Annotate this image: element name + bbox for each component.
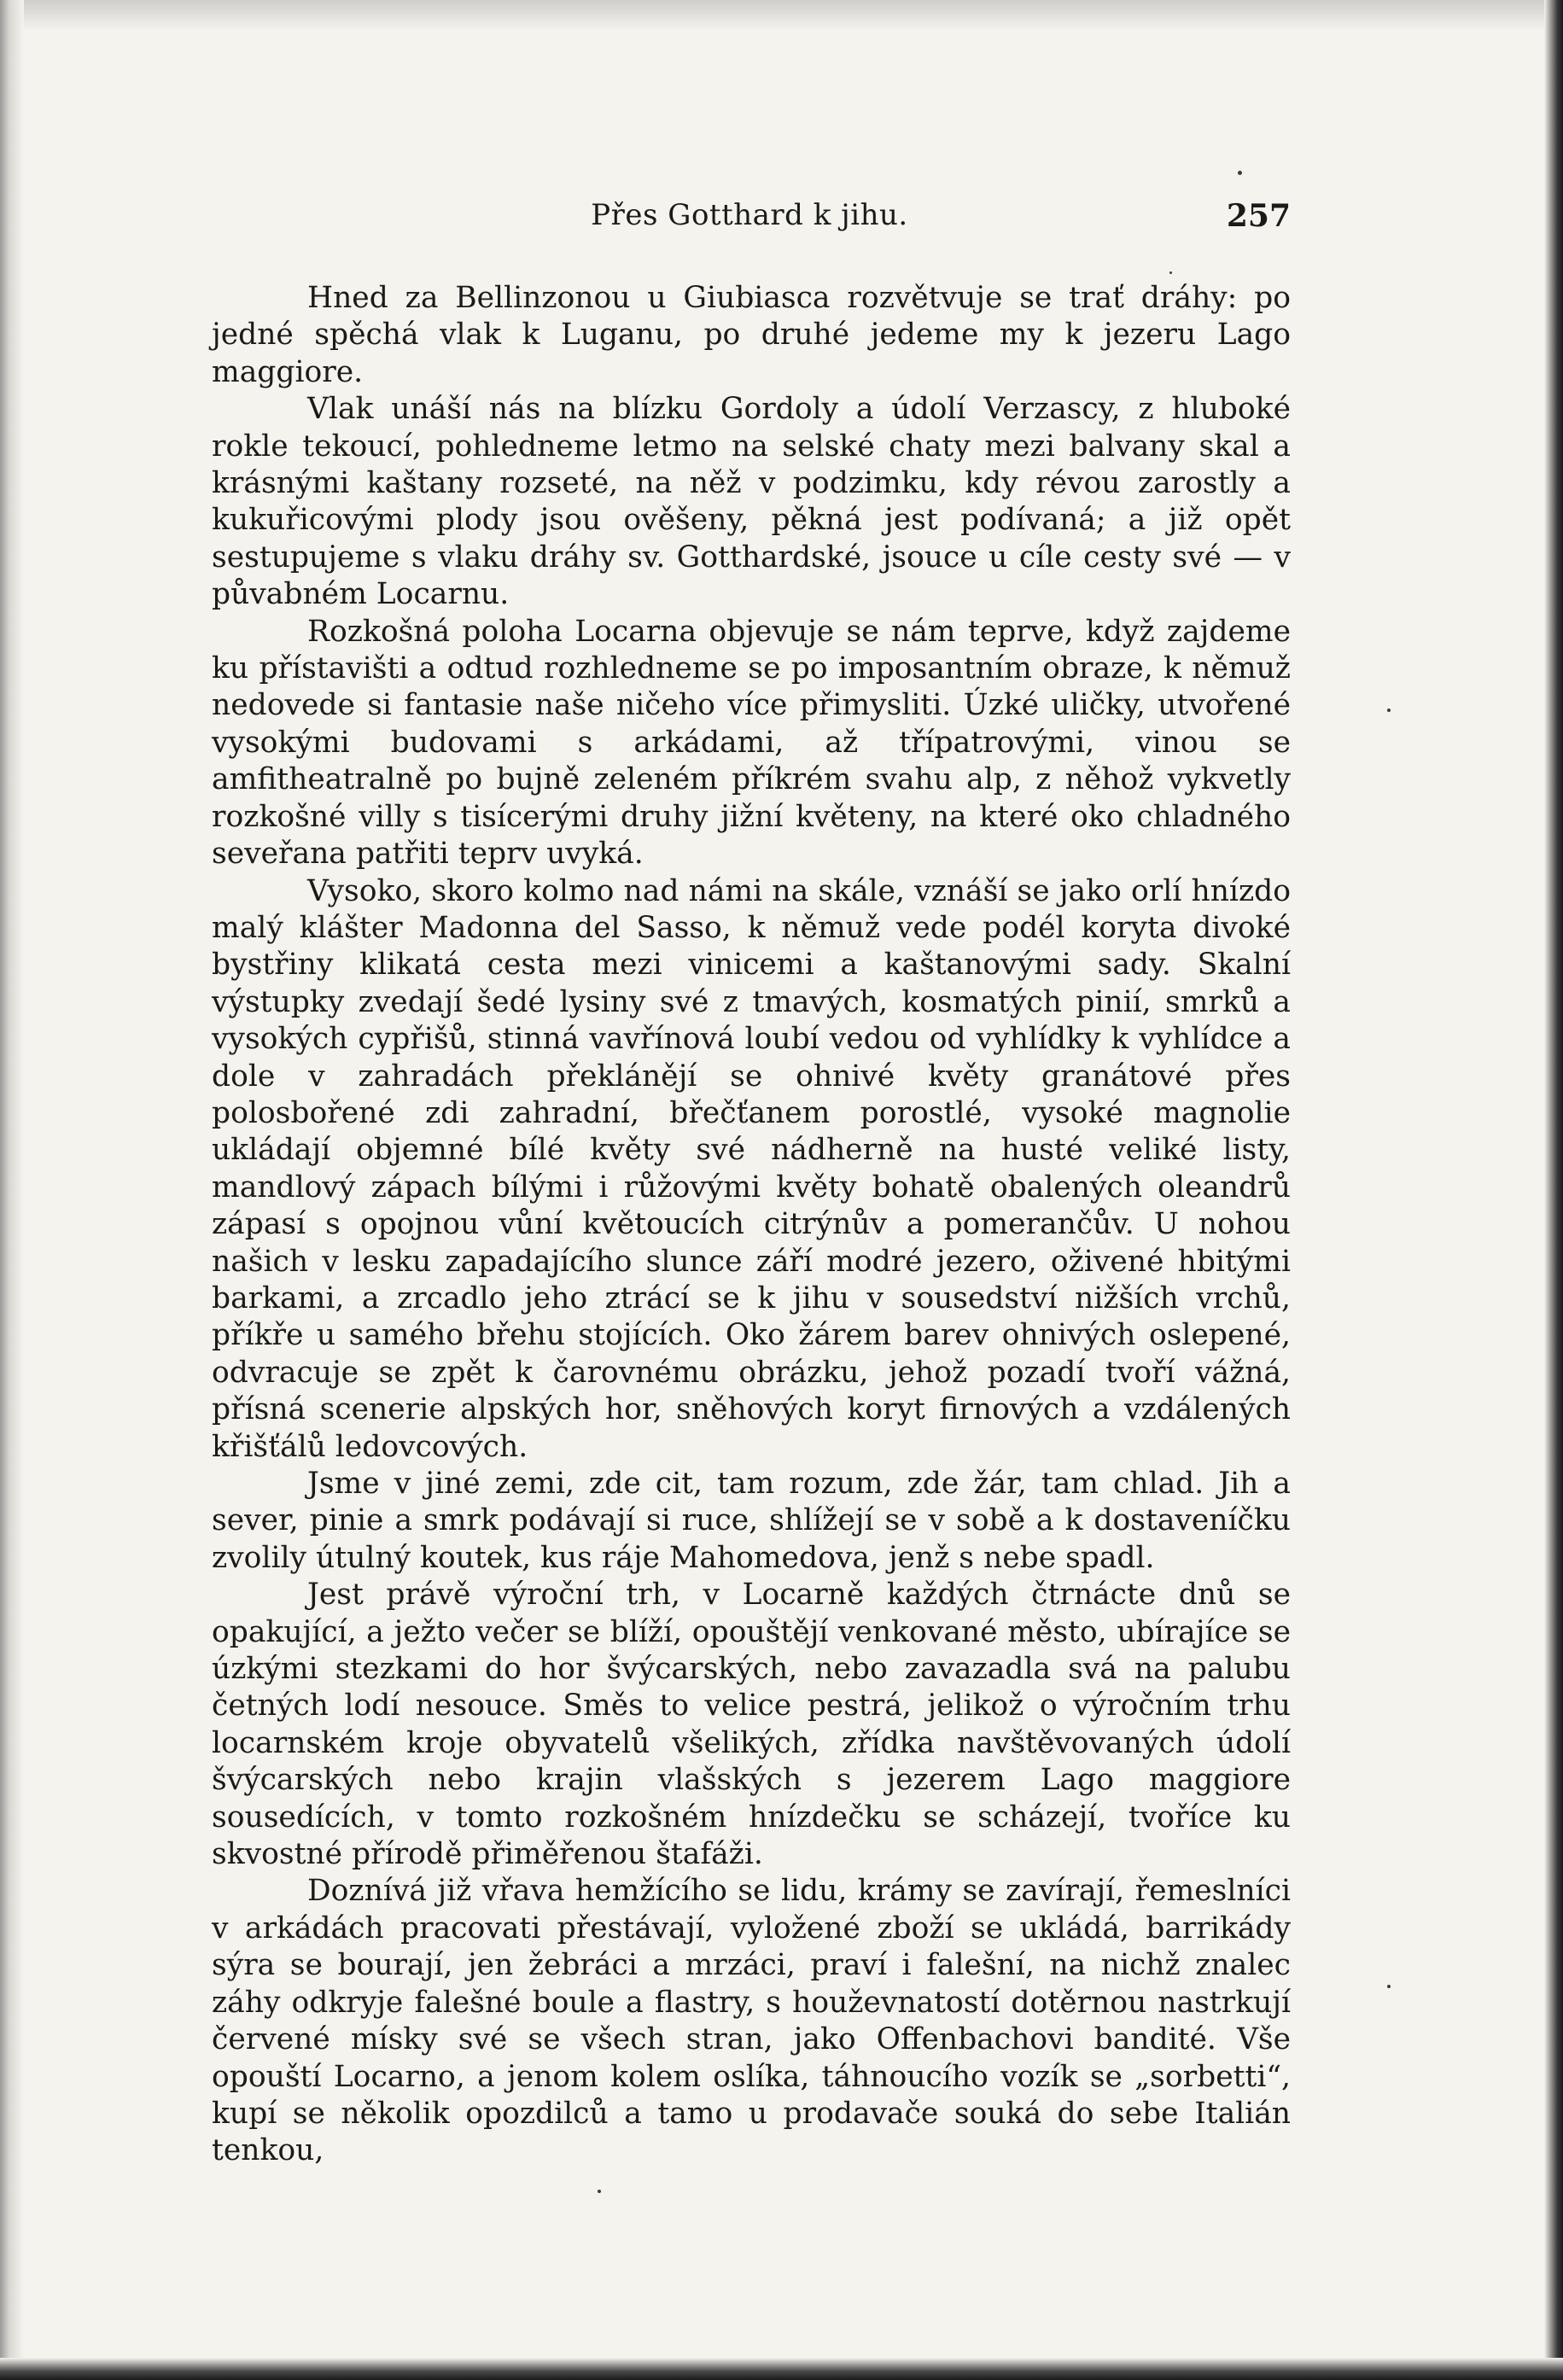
body-text — [212, 280, 1291, 2170]
paragraph: Doznívá již vřava hemžícího se lidu, krámy se zavírají, řemeslníci v arkádách pracovati přestávají, vyložené zboží se ukládá, barrikády sýra se bourají, jen žebráci a mrzáci, praví i falešní, na nichž znalec záhy odkryje falešné boule a flastry, s houževnatostí dotěrnou nastrkují červené mísky své se všech stran, jako Offenbachovi bandité. Vše opouští Locarno, a jenom kolem oslíka, táhnoucího vozík se „sorbetti“, kupí se několik opozdilců a tamo u prodavače souká do sebe Italián tenkou, — [212, 1874, 1291, 2168]
print-speck — [1387, 709, 1391, 712]
print-speck — [598, 2190, 601, 2193]
paragraph: Vysoko, skoro kolmo nad námi na skále, vznáší se jako orlí hnízdo malý klášter Madonna del Sasso, k němuž vede podél koryta divoké bystřiny klikatá cesta mezi vinicemi a kaštanovými sady. Skalní výstupky zvedají šedé lysiny své z tmavých, kosmatých pinií, smrků a vysokých cypřišů, stinná vavřínová loubí vedou od vyhlídky k vyhlídce a dole v zahradách překlánějí se ohnivé květy granátové přes polosbořené zdi zahradní, břečťanem porostlé, vysoké magnolie ukládají objemné bílé květy své nádherně na husté veliké listy, mandlový zápach bílými i růžovými květy bohatě obalených oleandrů zápasí s opojnou vůní květoucích citrýnův a pomerančův. U nohou našich v lesku zapadajícího slunce září modré jezero, oživené hbitými barkami, a zrcadlo jeho ztrácí se k jihu v sousedství nižších vrchů, příkře u samého břehu stojících. Oko žárem barev ohnivých oslepené, odvracuje se zpět k čarovnému obrázku, jehož pozadí tvoří vážná, přísná scenerie alpských hor, sněhových koryt firnových a vzdálených křišťálů ledovcových. — [212, 873, 1291, 1464]
paragraph: Vlak unáší nás na blízku Gordoly a údolí Verzascy, z hluboké rokle tekoucí, pohledneme letmo na selské chaty mezi balvany skal a krásnými kaštany rozseté, na něž v podzimku, kdy révou zarostly a kukuřicovými plody jsou ověšeny, pěkná jest podívaná; a již opět sestupujeme s vlaku dráhy sv. Gotthardské, jsouce u cíle cesty své — v půvabném Locarnu. — [212, 392, 1291, 612]
running-head — [208, 198, 1291, 241]
page-bottom-shadow — [0, 2358, 1563, 2380]
print-speck — [1387, 1985, 1391, 1988]
paragraph: Jest právě výroční trh, v Locarně každých čtrnácte dnů se opakující, a ježto večer se blíží, opouštějí venkované město, ubírajíce se úzkými stezkami do hor švýcarských, nebo zavazadla svá na palubu četných lodí nesouce. Směs to velice pestrá, jelikož o výročním trhu locarnském kroje obyvatelů všelikých, zřídka navštěvovaných údolí švýcarských nebo krajin vlašských s jezerem Lago maggiore sousedících, v tomto rozkošném hnízdečku se scházejí, tvoříce ku skvostné přírodě přiměřenou štafáži. — [212, 1578, 1291, 1872]
running-title: Přes Gotthard k jihu. — [591, 198, 908, 232]
page-left-shadow — [0, 0, 24, 2380]
paragraph: Hned za Bellinzonou u Giubiasca rozvětvuje se trať dráhy: po jedné spěchá vlak k Luganu, po druhé jedeme my k jezeru Lago maggiore. — [212, 281, 1291, 389]
page-number: 257 — [1226, 198, 1291, 234]
print-speck — [1169, 271, 1172, 274]
print-speck — [1238, 171, 1242, 175]
page-top-shadow — [0, 0, 1563, 31]
page-right-shadow — [1544, 0, 1563, 2380]
paragraph: Rozkošná poloha Locarna objevuje se nám teprve, když zajdeme ku přístavišti a odtud rozhledneme se po imposantním obraze, k němuž nedovede si fantasie naše ničeho více přimysliti. Úzké uličky, utvořené vysokými budovami s arkádami, až třípatrovými, vinou se amfitheatralně po bujně zeleném příkrém svahu alp, z něhož vykvetly rozkošné villy s tisícerými druhy jižní květeny, na které oko chladného seveřana patřiti teprv uvyká. — [212, 614, 1291, 872]
paragraph: Jsme v jiné zemi, zde cit, tam rozum, zde žár, tam chlad. Jih a sever, pinie a smrk podávají si ruce, shlížejí se v sobě a k dostaveníčku zvolily útulný koutek, kus ráje Mahomedova, jenž s nebe spadl. — [212, 1467, 1291, 1575]
